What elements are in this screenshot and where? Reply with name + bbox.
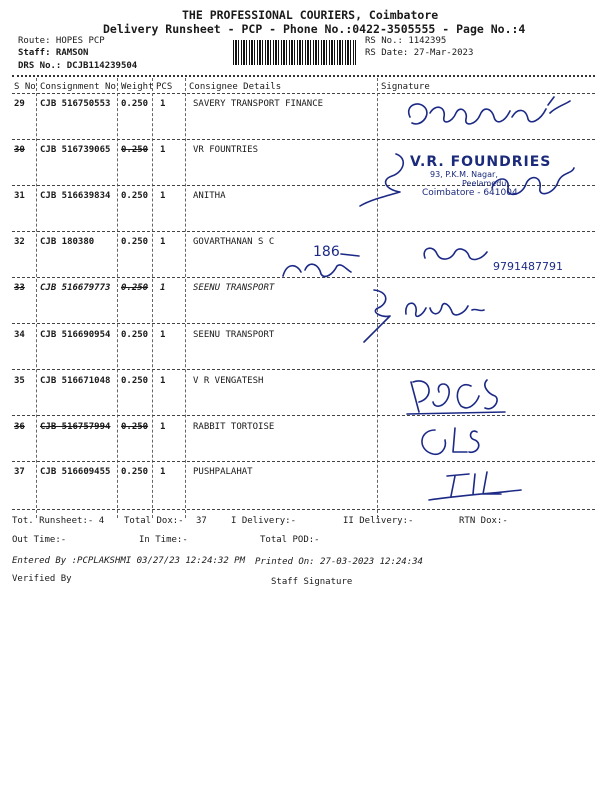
row-consignment: CJB 516609455: [40, 467, 111, 477]
row-sno: 32: [14, 237, 25, 247]
row-pcs: 1: [160, 376, 166, 386]
handwritten-phone: 9791487791: [493, 260, 563, 273]
rs-number: RS No.: 1142395: [365, 36, 447, 46]
row-weight: 0.250: [121, 283, 149, 293]
runsheet-title: Delivery Runsheet - PCP - Phone No.:0422-3505555 - Page No.:4: [103, 22, 526, 36]
row-consignee: SEENU TRANSPORT: [193, 330, 275, 340]
row-pcs: 1: [160, 145, 166, 155]
row-divider: [12, 509, 595, 510]
row-pcs: 1: [160, 467, 166, 477]
total-pod: Total POD:-: [260, 535, 320, 545]
signature-29: [400, 95, 580, 138]
row-weight: 0.250: [121, 191, 149, 201]
row-divider: [12, 231, 595, 232]
ii-delivery: II Delivery:-: [343, 516, 414, 526]
rs-date: RS Date: 27-Mar-2023: [365, 48, 474, 58]
row-consignee: V R VENGATESH: [193, 376, 264, 386]
signature-37: [425, 466, 525, 509]
row-sno: 36: [14, 422, 25, 432]
total-dox-label: Total Dox:-: [124, 516, 184, 526]
route-label: Route: HOPES PCP: [18, 36, 105, 46]
tot-runsheet: Tot. Runsheet:- 4: [12, 516, 105, 526]
row-consignee: SEENU TRANSPORT: [193, 283, 275, 293]
total-dox-value: 37: [196, 516, 207, 526]
row-pcs: 1: [160, 237, 166, 247]
row-divider: [12, 139, 595, 140]
row-consignment: CJB 180380: [40, 237, 95, 247]
row-sno: 35: [14, 376, 25, 386]
row-sno: 33: [14, 283, 25, 293]
company-title: THE PROFESSIONAL COURIERS, Coimbatore: [182, 8, 439, 22]
row-sno: 34: [14, 330, 25, 340]
row-consignment: CJB 516690954: [40, 330, 111, 340]
header-row-divider: [12, 93, 595, 94]
row-sno: 37: [14, 467, 25, 477]
signature-36: [415, 422, 495, 465]
stamp-line: Coimbatore - 641004: [422, 188, 518, 198]
row-consignee: GOVARTHANAN S C: [193, 237, 275, 247]
row-sno: 31: [14, 191, 25, 201]
row-pcs: 1: [160, 99, 166, 109]
row-divider: [12, 323, 595, 324]
signature-30: [488, 166, 578, 209]
row-weight: 0.250: [121, 145, 149, 155]
col-weight: Weight: [121, 82, 154, 92]
col-consignee: Consignee Details: [189, 82, 282, 92]
row-weight: 0.250: [121, 467, 149, 477]
row-divider: [12, 369, 595, 370]
in-time: In Time:-: [139, 535, 188, 545]
col-signature: Signature: [381, 82, 430, 92]
row-consignee: PUSHPALAHAT: [193, 467, 253, 477]
drs-number: DRS No.: DCJB114239504: [18, 61, 138, 71]
verified-by: Verified By: [12, 574, 72, 584]
row-consignment: CJB 516671048: [40, 376, 111, 386]
row-weight: 0.250: [121, 422, 149, 432]
stamp-line: 93, P.K.M. Nagar,: [430, 170, 498, 179]
stamp-line: V.R. FOUNDRIES: [410, 154, 552, 170]
staff-label: Staff: RAMSON: [18, 48, 89, 58]
row-consignee: SAVERY TRANSPORT FINANCE: [193, 99, 324, 109]
col-sno: S No: [14, 82, 36, 92]
header-divider: [12, 75, 595, 77]
row-pcs: 1: [160, 191, 166, 201]
row-consignment: CJB 516757994: [40, 422, 111, 432]
row-pcs: 1: [160, 283, 166, 293]
row-sno: 29: [14, 99, 25, 109]
row-consignee: VR FOUNTRIES: [193, 145, 259, 155]
row-consignment: CJB 516679773: [40, 283, 111, 293]
rtn-dox: RTN Dox:-: [459, 516, 508, 526]
entered-by: Entered By :PCPLAKSHMI 03/27/23 12:24:32 PM: [12, 556, 245, 566]
col-pcs: PCS: [156, 82, 173, 92]
row-consignment: CJB 516750553: [40, 99, 111, 109]
col-consignment: Consignment No: [40, 82, 116, 92]
signature-35: [405, 372, 525, 423]
row-weight: 0.250: [121, 376, 149, 386]
row-weight: 0.250: [121, 237, 149, 247]
out-time: Out Time:-: [12, 535, 67, 545]
row-weight: 0.250: [121, 330, 149, 340]
stamp-line: Peelamedu,: [462, 179, 509, 188]
row-consignee: ANITHA: [193, 191, 226, 201]
i-delivery: I Delivery:-: [231, 516, 297, 526]
handwritten-note: 186: [313, 244, 340, 260]
signature-33: [360, 286, 500, 349]
row-divider: [12, 461, 595, 462]
row-sno: 30: [14, 145, 25, 155]
row-consignment: CJB 516739065: [40, 145, 111, 155]
row-consignment: CJB 516639834: [40, 191, 111, 201]
barcode: [233, 40, 356, 65]
row-consignee: RABBIT TORTOISE: [193, 422, 275, 432]
row-weight: 0.250: [121, 99, 149, 109]
signature-32: [275, 240, 595, 288]
staff-signature: Staff Signature: [271, 577, 353, 587]
printed-on: Printed On: 27-03-2023 12:24:34: [255, 557, 423, 567]
row-pcs: 1: [160, 422, 166, 432]
row-pcs: 1: [160, 330, 166, 340]
